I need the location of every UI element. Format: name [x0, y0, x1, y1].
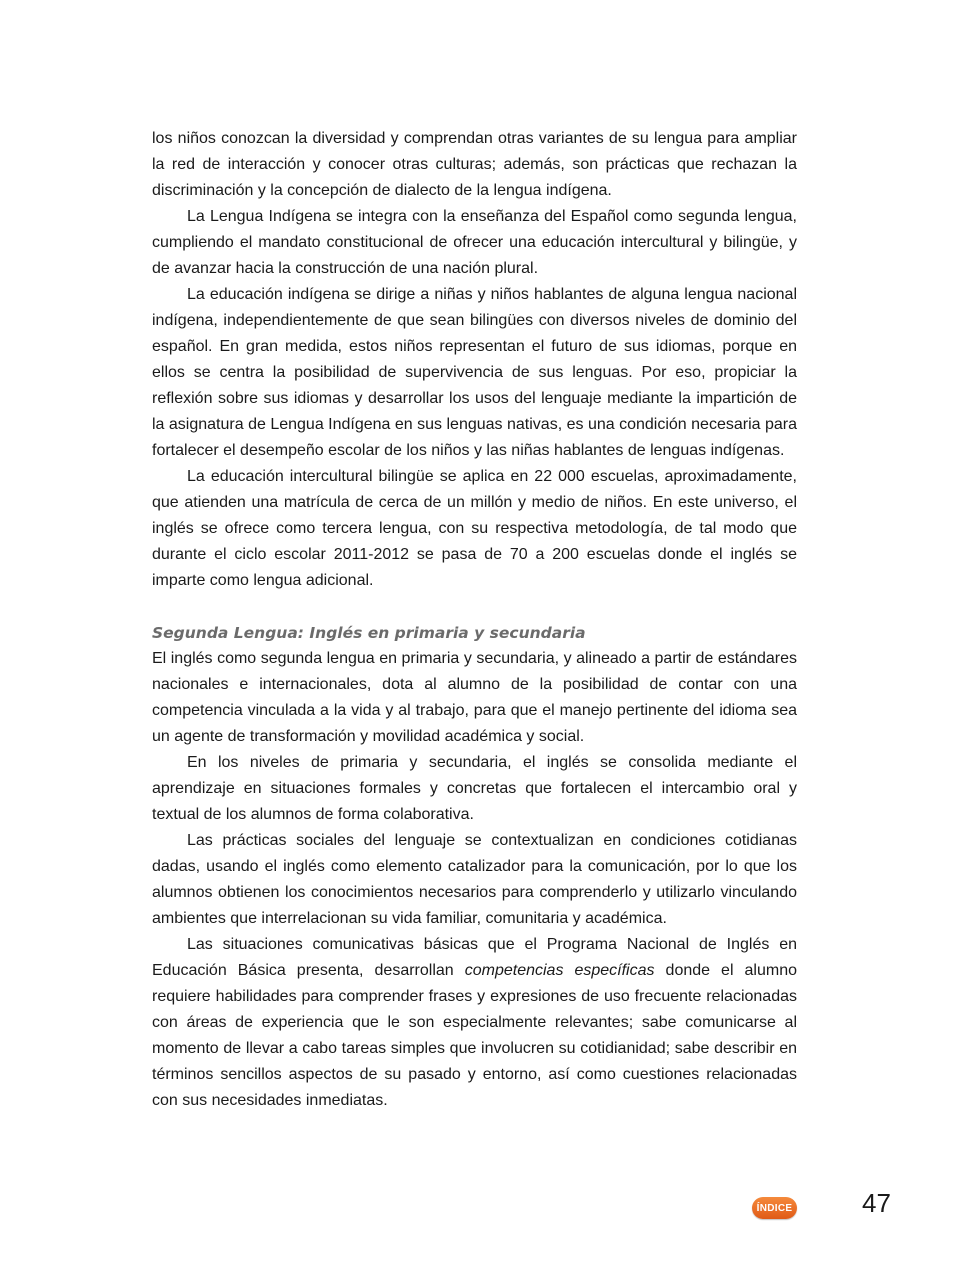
paragraph-continuation: los niños conozcan la diversidad y comprendan otras variantes de su lengua para ampliar la red de interacción y conocer otras culturas; además, son prácticas que rechazan la discriminación y la concepción de dialecto de la lengua indígena.: [152, 130, 797, 199]
page-body: [152, 126, 797, 1114]
italic-term: competencias específicas: [464, 962, 655, 979]
paragraph-niveles: En los niveles de primaria y secundaria, el inglés se consolida mediante el aprendizaje en situaciones formales y concretas que fortalecen el intercambio oral y textual de los alumnos de forma colaborativa.: [152, 754, 797, 823]
paragraph-practicas-sociales: Las prácticas sociales del lenguaje se contextualizan en condiciones cotidianas dadas, usando el inglés como elemento catalizador para la comunicación, por lo que los alumnos obtienen los conocimientos necesarios para comprenderlo y utilizarlo vinculando ambientes que interrelacionan su vida familiar, comunitaria y académica.: [152, 832, 797, 927]
paragraph-situaciones-comunicativas: [152, 932, 797, 1114]
paragraph-educacion-indigena: La educación indígena se dirige a niñas y niños hablantes de alguna lengua nacional indígena, independientemente de que sean bilingües con diversos niveles de dominio del español. En gran medida, estos niños representan el futuro de sus idiomas, porque en ellos se centra la posibilidad de supervivencia de sus lenguas. Por eso, propiciar la reflexión sobre sus idiomas y desarrollar los usos del lenguaje mediante la impartición de la asignatura de Lengua Indígena en sus lenguas nativas, es una condición necesaria para fortalecer el desempeño escolar de los niños y las niñas hablantes de lenguas indígenas.: [152, 286, 797, 459]
paragraph-text: donde el alumno requiere habilidades para comprender frases y expresiones de uso frecuente relacionadas con áreas de experiencia que le son especialmente relevantes; sabe comunicarse al momento de llevar a cabo tareas simples que involucren su cotidianidad; sabe describir en términos sencillos aspectos de su pasado y entorno, así como cuestiones relacionadas con sus necesidades inmediatas.: [152, 962, 798, 1109]
paragraph-text: Las situaciones comunicativas básicas que el Programa Nacional de Inglés en Educación Básica presenta, desarrollan: [152, 936, 797, 979]
index-button[interactable]: ÍNDICE: [752, 1197, 797, 1219]
paragraph-lengua-indigena: La Lengua Indígena se integra con la enseñanza del Español como segunda lengua, cumpliendo el mandato constitucional de ofrecer una educación intercultural y bilingüe, y de avanzar hacia la construcción de una nación plural.: [152, 208, 797, 277]
paragraph-intercultural-bilingue: La educación intercultural bilingüe se aplica en 22 000 escuelas, aproximadamente, que atienden una matrícula de cerca de un millón y medio de niños. En este universo, el inglés se ofrece como tercera lengua, con su respectiva metodología, de tal modo que durante el ciclo escolar 2011-2012 se pasa de 70 a 200 escuelas donde el inglés se imparte como lengua adicional.: [152, 468, 797, 589]
paragraph-ingles-segunda-lengua: El inglés como segunda lengua en primaria y secundaria, y alineado a partir de estándares nacionales e internacionales, dota al alumno de la posibilidad de contar con una competencia vinculada a la vida y al trabajo, para que el manejo pertinente del idioma sea un agente de transformación y movilidad académica y social.: [152, 650, 797, 745]
page-number: 47: [862, 1188, 891, 1218]
section-heading: Segunda Lengua: Inglés en primaria y secundaria: [152, 624, 586, 642]
